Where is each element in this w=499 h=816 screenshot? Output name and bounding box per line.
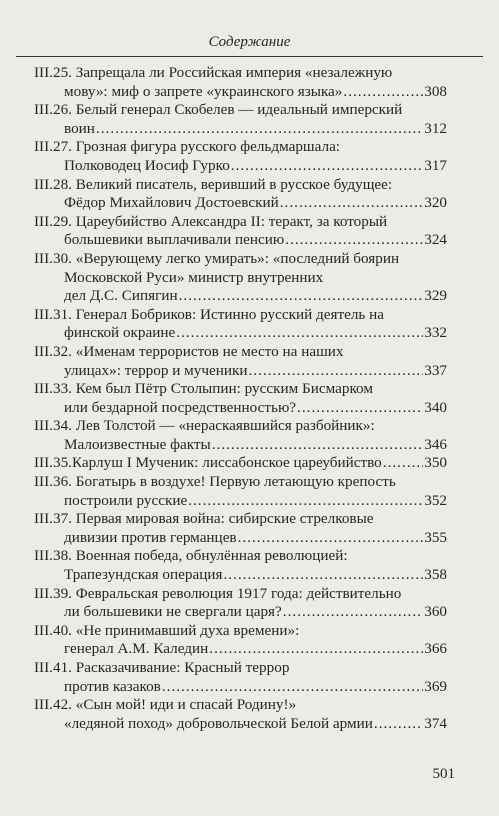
toc-entry-line [34,622,447,641]
toc-entry-title: Великий писатель, веривший в русское будущее: [75,175,393,193]
toc-entry-title: дел Д.С. Сипягин [64,287,178,305]
toc-entry-page: 308 [424,82,447,100]
dot-leader [249,362,424,381]
dot-leader [209,640,423,659]
dot-leader [238,529,424,548]
toc-entry-title: Лев Толстой — «нераскаявшийся разбойник»: [75,417,375,435]
toc-entry-title: мову»: миф о запрете «украинского языка» [64,82,343,100]
dot-leader [383,454,423,473]
toc-entry-number: III.36. [34,473,72,491]
toc-entry-line [34,659,447,678]
toc-entry-title: Полководец Иосиф Гурко [64,156,230,174]
toc-entry-page: 352 [424,491,447,509]
dot-leader [283,603,423,622]
toc-entry-title: «Именам террористов не место на наших [75,342,344,360]
toc-entry-number: III.27. [34,138,72,156]
toc-entry-line [34,138,447,157]
toc-entry-page: 350 [424,454,447,472]
toc-entry-last-line [34,324,447,343]
toc-entry-number: III.34. [34,417,72,435]
toc-entry-last-line [34,157,447,176]
toc-entry-last-line [34,492,447,511]
toc-entry [34,380,447,417]
toc-entry-title: «Верующему легко умирать»: «последний боярин [75,249,400,267]
running-header: Содержание [208,34,291,50]
toc-entry [34,510,447,547]
toc-entry-page: 360 [424,603,447,621]
toc-entry-page: 317 [424,156,447,174]
toc-entry-title: построили русские [64,491,188,509]
toc-entry-title: улицах»: террор и мученики [64,361,248,379]
toc-entry [34,585,447,622]
toc-entry [34,138,447,175]
toc-entry-page: 374 [424,714,447,732]
toc-entry-number: III.31. [34,305,72,323]
toc-entry-title: дивизии против германцев [64,528,237,546]
toc-entry-page: 340 [424,398,447,416]
toc-entry-title: «ледяной поход» добровольческой Белой армии [64,714,373,732]
toc-entry-number: III.26. [34,101,72,119]
dot-leader [374,715,423,734]
toc-entry-title: «Не принимавший духа времени»: [75,621,300,639]
toc-entry-title: Грозная фигура русского фельдмаршала: [75,138,341,156]
toc-entry-line [34,250,447,269]
toc-entry-title: Расказачивание: Красный террор [75,659,290,676]
toc-entry-title: Белый генерал Скобелев — идеальный имперский [75,101,403,119]
toc-entry [34,417,447,454]
toc-entry-page: 332 [424,324,447,342]
dot-leader [96,120,423,139]
toc-entry-page: 337 [424,361,447,379]
toc-entry-last-line [34,83,447,102]
toc-entry-title: Карлуш I Мученик: лиссабонское цареубийство [71,454,382,472]
dot-leader [343,83,423,102]
dot-leader [212,436,423,455]
dot-leader [285,231,423,250]
toc-entry-last-line [34,194,447,213]
toc-entry-title: Московской Руси» министр внутренних [64,268,324,286]
toc-entry-line [34,510,447,529]
toc-entry-title: Богатырь в воздухе! Первую летающую крепость [75,473,396,491]
toc-entry-last-line [34,399,447,418]
toc-entry-last-line [34,603,447,622]
toc-entry-number: III.40. [34,621,72,639]
toc-entry-number: III.32. [34,342,72,360]
toc-entry-title: Цареубийство Александра II: теракт, за который [75,212,388,230]
toc-entry-title: Фёдор Михайлович Достоевский [64,194,279,212]
toc-entry-title: Генерал Бобриков: Истинно русский деятель на [75,305,385,323]
toc-entry-number: III.29. [34,212,72,230]
toc-entry-line [34,213,447,232]
toc-entry-last-line [34,120,447,139]
toc-entry-page: 366 [424,640,447,658]
toc-entry [34,547,447,584]
dot-leader [297,399,423,418]
toc-entry-last-line [34,566,447,585]
toc-entry-line [34,101,447,120]
toc-entry-line [34,64,447,83]
toc-entry-title: Первая мировая война: сибирские стрелковые [75,510,374,528]
toc-entry [34,250,447,306]
toc-entry-number: III.41. [34,659,72,676]
toc-entry-page: 320 [424,194,447,212]
toc-entry-page: 324 [424,231,447,249]
toc-entry-line [34,343,447,362]
toc-entry [34,696,447,733]
toc-entry-title: или бездарной посредственностью? [64,398,297,416]
page-number: 501 [432,766,455,782]
toc-entry-title: большевики выплачивали пенсию [64,231,285,249]
toc-entry-title: воин [64,119,95,137]
dot-leader [188,492,423,511]
toc-entry-last-line [34,231,447,250]
toc-entry-title: генерал А.М. Каледин [64,640,209,658]
toc-entry-line [34,585,447,604]
toc-entry [34,176,447,213]
toc-entry-page: 346 [424,435,447,453]
toc-entry [34,659,447,696]
toc-entry [34,306,447,343]
toc-entry [34,622,447,659]
toc-entry [34,343,447,380]
dot-leader [176,324,423,343]
toc-entry-page: 369 [424,677,447,695]
toc-entry [34,473,447,510]
dot-leader [223,566,423,585]
toc-entry-title: Февральская революция 1917 года: действительно [75,584,402,602]
toc-entry-line [34,380,447,399]
toc-entry-number: III.30. [34,249,72,267]
toc-entry-page: 329 [424,287,447,305]
toc-entry-line [34,176,447,195]
header-rule [16,56,483,57]
toc-entry-title: против казаков [64,677,161,695]
toc-entry-title: Трапезундская операция [64,566,223,584]
toc-entry-number: III.33. [34,380,72,398]
toc-entry [34,454,447,473]
toc-entry-title: Малоизвестные факты [64,435,211,453]
toc-entry-title: Запрещала ли Российская империя «незалежную [75,64,393,81]
dot-leader [231,157,423,176]
toc-entry-title: «Сын мой! иди и спасай Родину!» [75,696,297,714]
toc-entry-last-line [34,678,447,697]
toc-entry-number: III.38. [34,547,72,565]
toc-entry-page: 355 [424,528,447,546]
dot-leader [162,678,423,697]
toc-entry-last-line [34,529,447,548]
toc-entry-last-line [34,436,447,455]
toc-entry-line [34,269,447,288]
toc-entry-line [34,473,447,492]
toc-entry-number: III.35. [34,454,72,472]
toc-entry [34,101,447,138]
table-of-contents [34,64,447,733]
toc-entry-line [34,306,447,325]
toc-entry-line [34,696,447,715]
toc-entry [34,213,447,250]
toc-entry-page: 312 [424,119,447,137]
toc-entry-title: финской окраине [64,324,176,342]
toc-entry [34,64,447,101]
toc-entry-title: ли большевики не свергали царя? [64,603,282,621]
toc-entry-title: Кем был Пётр Столыпин: русским Бисмарком [75,380,373,398]
toc-entry-line [34,547,447,566]
dot-leader [179,287,424,306]
toc-entry-title: Военная победа, обнулённая революцией: [75,547,348,565]
toc-entry-number: III.37. [34,510,72,528]
toc-entry-last-line [34,715,447,734]
toc-entry-number: III.25. [34,64,72,81]
toc-entry-last-line [34,454,447,473]
toc-entry-line [34,417,447,436]
toc-entry-number: III.28. [34,175,72,193]
toc-entry-last-line [34,362,447,381]
toc-entry-number: III.42. [34,696,72,714]
toc-entry-last-line [34,640,447,659]
toc-entry-last-line [34,287,447,306]
toc-entry-page: 358 [424,566,447,584]
toc-entry-number: III.39. [34,584,72,602]
dot-leader [280,194,423,213]
